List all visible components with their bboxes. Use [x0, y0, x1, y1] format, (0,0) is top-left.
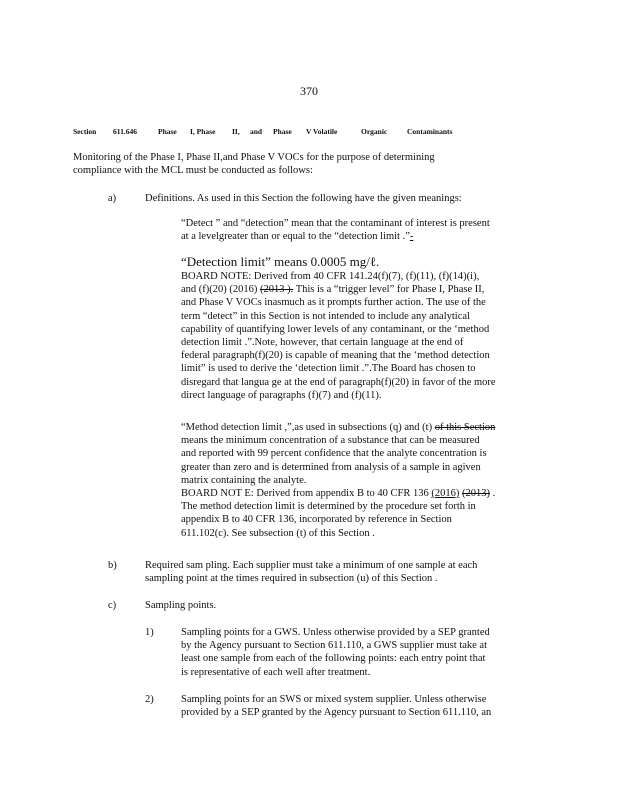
item-label-2: 2)	[145, 694, 154, 705]
text-line: capability of quantifying lower levels of any contaminant, or the ‘method	[181, 323, 490, 335]
text-run: and (f)(20) (2016)	[181, 284, 261, 296]
section-title-word: Phase	[273, 127, 292, 136]
section-label: Section	[73, 127, 97, 136]
text-line: and Phase V VOCs inasmuch as it prompts further action. The use of the	[181, 297, 486, 309]
text-line: “Detect ” and “detection” mean that the contaminant of interest is present	[181, 218, 490, 229]
text-line: Monitoring of the Phase I, Phase II,and Phase V VOCs for the purpose of determining	[73, 152, 435, 163]
text-line: The method detection limit is determined by the procedure set forth in	[181, 501, 476, 513]
text-line: compliance with the MCL must be conducted as follows:	[73, 165, 313, 177]
subsection-label-c: c)	[108, 600, 117, 611]
text-line: direct language of paragraphs (f)(7) and (f)(11).	[181, 389, 382, 401]
page-number: 370	[300, 84, 318, 98]
text-line: Sampling points for an SWS or mixed system supplier. Unless otherwise	[181, 694, 487, 705]
text-line: matrix containing the analyte.	[181, 474, 307, 486]
text-run: “Method detection limit ,”,as used in subsections (q) and (t)	[181, 422, 435, 433]
text-line: federal paragraph(f)(20) is capable of meaning that the ‘method detection	[181, 350, 490, 362]
underlined-text: (2016)	[431, 488, 460, 500]
text-run: .	[489, 488, 496, 500]
subsection-label-b: b)	[108, 560, 117, 571]
detection-limit-note	[181, 270, 496, 402]
text-line: provided by a SEP granted by the Agency pursuant to Section 611.110, an	[181, 707, 492, 719]
text-line: detection limit .”.Note, however, that certain language at the end of	[181, 337, 464, 349]
intro-paragraph	[73, 151, 435, 177]
definition-method-detection-limit	[181, 421, 495, 540]
text-line: sampling point at the times required in subsection (u) of this Section .	[145, 573, 438, 585]
struck-text: (2013)	[461, 488, 490, 500]
text-line: means the minimum concentration of a substance that can be measured	[181, 435, 480, 447]
section-title-word: and	[250, 127, 263, 136]
text-line: term “detect” in this Section is not intended to include any analytical	[181, 310, 470, 322]
text-line: Sampling points for a GWS. Unless otherwise provided by a SEP granted	[181, 627, 490, 638]
text-line: BOARD NOTE: Derived from 40 CFR 141.24(f)(7), (f)(11), (f)(14)(i),	[181, 271, 480, 282]
text-line	[181, 283, 496, 296]
text-run: at a levelgreater than or equal to the “detection limit .”	[181, 231, 410, 243]
text-line	[181, 421, 495, 434]
section-title-word: Organic	[361, 127, 388, 136]
sampling-points-gws	[181, 626, 490, 679]
text-line: appendix B to 40 CFR 136, incorporated by reference in Section	[181, 514, 452, 526]
sampling-points-sws	[181, 693, 491, 719]
text-line: Required sam pling. Each supplier must take a minimum of one sample at each	[145, 560, 478, 571]
section-title-word: Contaminants	[407, 127, 453, 136]
text-line	[181, 230, 490, 243]
definition-detect	[181, 217, 490, 243]
text-line: 611.102(c). See subsection (t) of this Section .	[181, 527, 375, 539]
detection-limit-heading: “Detection limit” means 0.0005 mg/ℓ.	[181, 254, 380, 269]
text-line: limit” is used to derive the ‘detection limit .”.The Board has chosen to	[181, 363, 476, 375]
sampling-points-heading: Sampling points.	[145, 600, 217, 611]
subsection-label-a: a)	[108, 193, 117, 204]
text-line: is representative of each well after treatment.	[181, 666, 371, 678]
text-line	[181, 487, 495, 500]
required-sampling-paragraph	[145, 559, 477, 585]
text-line: and reported with 99 percent confidence that the analyte concentration is	[181, 448, 487, 460]
underlined-text: -	[409, 231, 414, 243]
text-run: This is a “trigger level” for Phase I, Phase II,	[293, 284, 485, 296]
section-id: 611.646	[113, 127, 137, 136]
text-line: by the Agency pursuant to Section 611.110, a GWS supplier must take at	[181, 640, 488, 652]
text-line: greater than zero and is determined from analysis of a sample in agiven	[181, 461, 481, 473]
section-title-word: V Volatile	[306, 127, 338, 136]
item-label-1: 1)	[145, 627, 154, 638]
text-line: least one sample from each of the following points: each entry point that	[181, 653, 486, 665]
text-run: BOARD NOT E: Derived from appendix B to 40 CFR 136	[181, 488, 432, 500]
definitions-heading: Definitions. As used in this Section the following have the given meanings:	[145, 193, 462, 204]
struck-text: of this Section	[434, 422, 496, 433]
section-title-word: Phase	[158, 127, 177, 136]
struck-text: (2013 ).	[260, 284, 294, 296]
text-line: disregard that langua ge at the end of paragraph(f)(20) in favor of the more	[181, 376, 496, 388]
section-title-word: I, Phase	[190, 127, 216, 136]
section-title-word: II,	[232, 127, 240, 136]
